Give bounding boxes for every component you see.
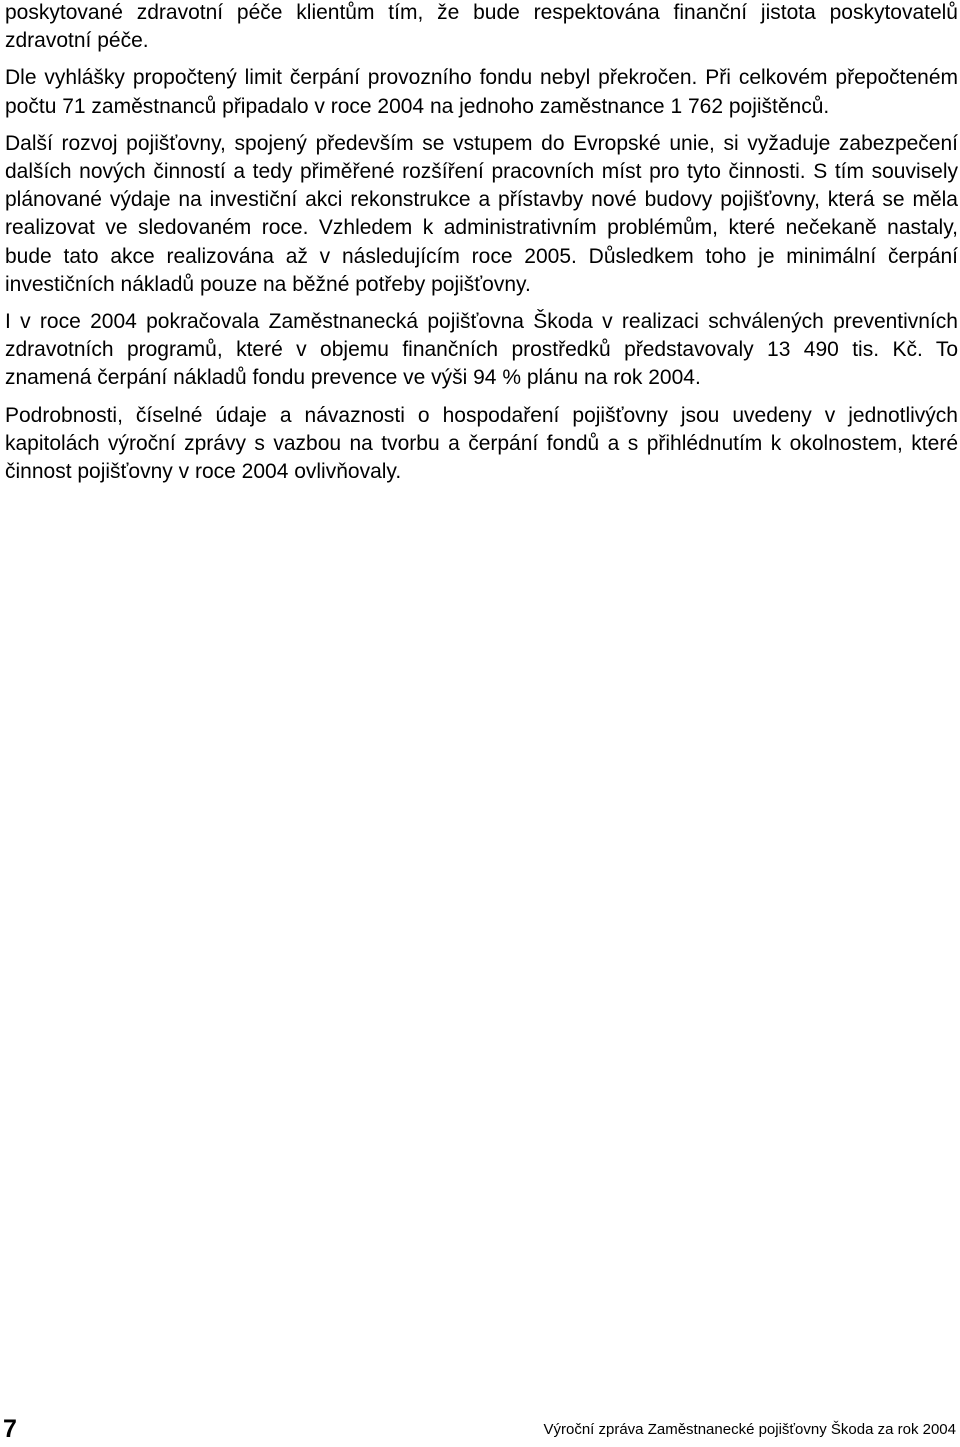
paragraph-operating-fund: Dle vyhlášky propočtený limit čerpání provozního fondu nebyl překročen. Při celkovém přepočteném počtu 71 zaměstnanců připadalo v roce 2004 na jednoho zaměstnance 1 762 pojištěnců.: [5, 66, 958, 118]
paragraph-development: Další rozvoj pojišťovny, spojený především se vstupem do Evropské unie, si vyžaduje zabezpečení dalších nových činností a tedy přiměřené rozšíření pracovních míst pro tyto činnosti. S tím souvisely plánované výdaje na investiční akci rekonstrukce a přístavby nové budovy pojišťovny, která se měla realizovat ve sledovaném roce. Vzhledem k administrativním problémům, které nečekaně nastaly, bude tato akce realizována až v následujícím roce 2005. Důsledkem toho je minimální čerpání investičních nákladů pouze na běžné potřeby pojišťovny.: [5, 131, 958, 296]
footer-report-title: Výroční zpráva Zaměstnanecké pojišťovny Škoda za rok 2004: [543, 1421, 956, 1438]
page-footer: [3, 1413, 956, 1447]
document-page: [5, 0, 958, 495]
page-number: 7: [3, 1415, 17, 1443]
paragraph-continuation: poskytované zdravotní péče klientům tím, že bude respektována finanční jistota poskytovatelů zdravotní péče.: [5, 1, 958, 53]
paragraph-details: Podrobnosti, číselné údaje a návaznosti o hospodaření pojišťovny jsou uvedeny v jednotlivých kapitolách výroční zprávy s vazbou na tvorbu a čerpání fondů a s přihlédnutím k okolnostem, které činnost pojišťovny v roce 2004 ovlivňovaly.: [5, 403, 958, 484]
paragraph-prevention-programs: I v roce 2004 pokračovala Zaměstnanecká pojišťovna Škoda v realizaci schválených preventivních zdravotních programů, které v objemu finančních prostředků představovaly 13 490 tis. Kč. To znamená čerpání nákladů fondu prevence ve výši 94 % plánu na rok 2004.: [5, 310, 958, 390]
